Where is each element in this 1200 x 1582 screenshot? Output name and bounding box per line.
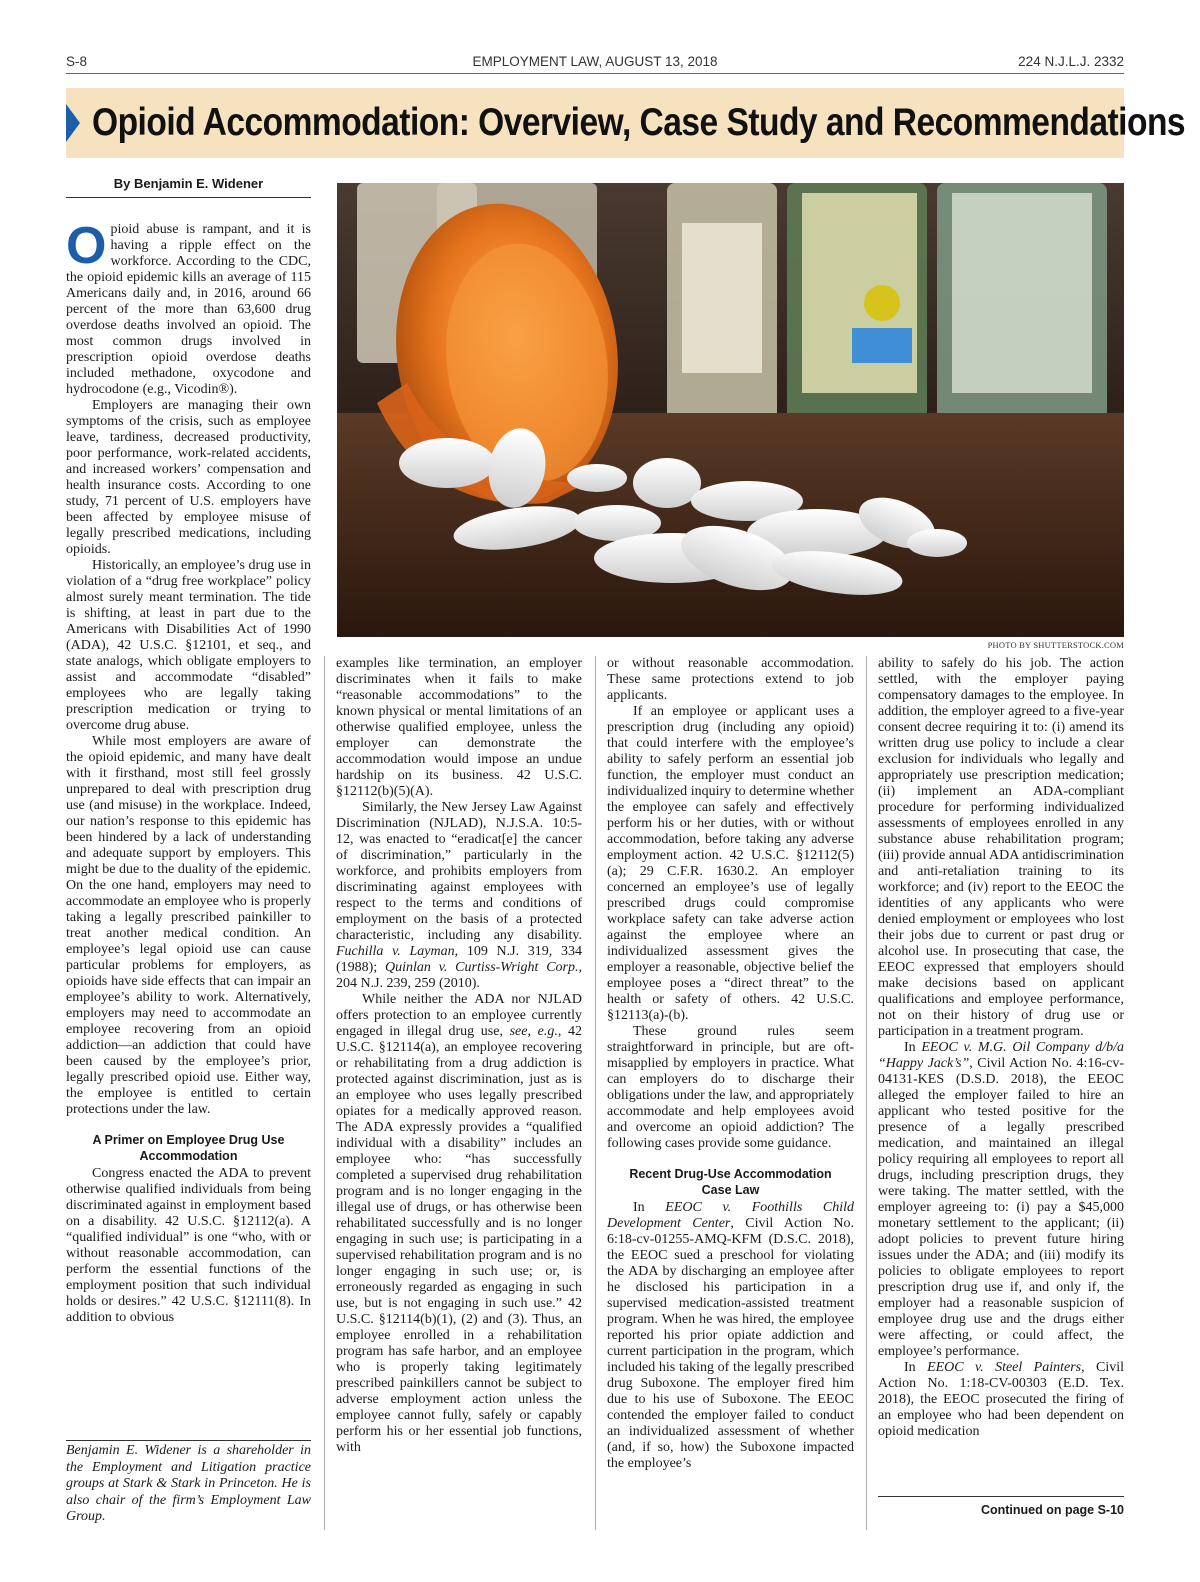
column-2 xyxy=(336,656,582,1456)
photo-illustration xyxy=(337,183,1124,637)
citation: 224 N.J.L.J. 2332 xyxy=(1018,54,1124,69)
paragraph: If an employee or applicant uses a prescription drug (including any opioid) that could interfere with the employee’s ability to safely perform an essential job function, the employer must conduct an individualized inquiry to determine whether the employee can safely and effectively perform his or her duties, with or without accommodation, before taking any adverse employment action. 42 U.S.C. §12112(5)(a); 29 C.F.R. 1630.2. An employer concerned an employee’s use of legally prescribed drugs could compromise workplace safety can take adverse action against the employee where an individualized assessment gives the employer a reasonable, objective belief the employee poses a “direct threat” to the health or safety of others. 42 U.S.C. §12113(a)-(b). xyxy=(607,704,854,1023)
paragraph: Congress enacted the ADA to prevent otherwise qualified individuals from being discriminated against in employment based on a disability. 42 U.S.C. §12112(a). A “qualified individual” is one “who, with or without reasonable accommodation, can perform the essential functions of the employment position that such individual holds or desires.” 42 U.S.C. §12111(8). In addition to obvious xyxy=(66,1166,311,1325)
page-number: S-8 xyxy=(66,54,88,69)
section-heading: A Primer on Employee Drug Use Accommodation xyxy=(92,1133,285,1163)
paragraph: or without reasonable accommodation. These same protections extend to job applicants. xyxy=(607,656,854,703)
photo-credit: PHOTO BY SHUTTERSTOCK.COM xyxy=(987,640,1124,650)
paragraph: In EEOC v. Steel Painters, Civil Action No. 1:18-CV-00303 (E.D. Tex. 2018), the EEOC prosecuted the firing of an employee who had been dependent on opioid medication xyxy=(878,1360,1125,1439)
paragraph: While most employers are aware of the opioid epidemic, and many have dealt with it firsthand, most still feel grossly unprepared to deal with prescription drug use (and misuse) in the workplace. Indeed, our nation’s response to this epidemic has been hindered by a lack of understanding and adequate support by employers. This might be due to the duality of the epidemic. On the one hand, employers may need to accommodate an employee who is properly taking a legally prescribed painkiller to treat another medical condition. An employee’s legal opioid use can cause particular problems for employers, as opioids have side effects that can impair an employee’s ability to work. Alternatively, employers may need to accommodate an employee recovering from an opioid addiction—an addiction that could have been caused by the employee’s prior, legally prescribed opioid use. Either way, the employee is entitled to certain protections under the law. xyxy=(66,734,311,1117)
publication-date: EMPLOYMENT LAW, AUGUST 13, 2018 xyxy=(472,54,718,69)
paragraph: Historically, an employee’s drug use in violation of a “drug free workplace” policy almost surely meant termination. The tide is shifting, at least in part due to the Americans with Disabilities Act of 1990 (ADA), 42 U.S.C. §12101, et seq., and state analogs, which obligate employers to assist and accommodate “disabled” employees who are legally taking prescription medication or trying to overcome drug abuse. xyxy=(66,558,311,733)
paragraph: While neither the ADA nor NJLAD offers protection to an employee currently engaged in illegal drug use, see, e.g., 42 U.S.C. §12114(a), an employee recovering or rehabilitating from a drug addiction is protected against discrimination, just as is an employee who uses legally prescribed opiates for a medically approved reason. The ADA expressly provides a “qualified individual with a disability” includes an employee who: “has successfully completed a supervised drug rehabilitation program and is no longer engaging in the illegal use of drugs, or has otherwise been rehabilitated successfully and is no longer engaging in such use; is participating in a supervised rehabilitation program and is no longer engaging in such use; or, is erroneously regarded as engaging in such use, but is not engaging in such use.” 42 U.S.C. §12114(b)(1), (2) and (3). Thus, an employee enrolled in a rehabilitation program has safe harbor, and an employee who is properly taking legitimately prescribed painkillers cannot be subject to adverse employment action unless the employee cannot fully, safely or capably perform his or her essential job functions, with xyxy=(336,992,583,1455)
running-header xyxy=(66,52,1124,74)
column-3 xyxy=(607,656,854,1472)
column-divider xyxy=(595,656,596,1530)
continued-link[interactable]: Continued on page S-10 xyxy=(878,1496,1124,1517)
section-heading: Recent Drug-Use Accommodation Case Law xyxy=(629,1167,832,1197)
triangle-marker-icon xyxy=(66,104,80,142)
column-divider xyxy=(866,656,867,1530)
paragraph: These ground rules seem straightforward in principle, but are oft-misapplied by employers in practice. What can employers do to discharge their obligations under the law, and appropriately accommodate and help employees avoid and overcome an opioid addiction? The following cases provide some guidance. xyxy=(607,1024,854,1151)
paragraph: In EEOC v. M.G. Oil Company d/b/a “Happy Jack’s”, Civil Action No. 4:16-cv-04131-KES (D.S.D. 2018), the EEOC alleged the employer failed to hire an applicant who tested positive for the presence of a legally prescribed medication, and maintained an illegal policy requiring all employees to report all drugs, including prescription drugs, they were taking. The matter settled, with the employer agreeing to: (i) pay a $45,000 monetary settlement to the applicant; (ii) adopt policies to prevent future hiring issues under the ADA; and (iii) modify its policies to obligate employees to report prescription drug use if, and only if, the employer had a reasonable suspicion of employee drug use and the drugs either were affecting, or could affect, the employee’s performance. xyxy=(878,1040,1124,1359)
drop-cap: O xyxy=(66,217,107,275)
paragraph: ability to safely do his job. The action settled, with the employer paying compensatory damages to the employee. In addition, the employer agreed to a five-year consent decree requiring it to: (i) amend its written drug use policy to include a clear exclusion for individuals who legally and appropriately use prescription medication; (ii) implement an ADA-compliant procedure for performing individualized assessments of employees enrolled in any substance abuse rehabilitation program; (iii) provide annual ADA antidiscrimination and anti-retaliation training to its workforce; and (iv) report to the EEOC the identities of any applicants who were denied employment or employees who lost their jobs due to current or past drug or alcohol use. In prosecuting that case, the EEOC expressed that employers should make decisions based on applicant qualifications and employee performance, not on their history of drug use or participation in a treatment program. xyxy=(878,656,1124,1039)
column-divider xyxy=(324,656,325,1530)
paragraph: Employers are managing their own symptoms of the crisis, such as employee leave, tardiness, decreased productivity, poor performance, work-related accidents, and increased workers’ compensation and health insurance costs. According to one study, 71 percent of U.S. employers have been affected by employee misuse of legally prescribed medications, including opioids. xyxy=(66,398,311,557)
byline: By Benjamin E. Widener xyxy=(66,176,311,198)
case-citation: Fuchilla v. Layman xyxy=(336,944,455,959)
paragraph: Opioid abuse is rampant, and it is having a ripple effect on the workforce. According to the CDC, the opioid epidemic kills an average of 115 Americans daily and, in 2016, around 66 percent of the more than 63,600 drug overdose deaths involved an opioid. The most common drugs involved in prescription opioid overdose deaths included methadone, oxycodone and hydrocodone (e.g., Vicodin®). xyxy=(66,217,311,397)
column-4 xyxy=(878,656,1124,1440)
title-band xyxy=(66,88,1186,158)
case-citation: Quinlan v. Curtiss-Wright Corp. xyxy=(385,960,579,975)
column-1 xyxy=(66,217,311,1326)
pill-bottle-photo xyxy=(337,183,1124,637)
paragraph: Similarly, the New Jersey Law Against Discrimination (NJLAD), N.J.S.A. 10:5-12, was enacted to “eradicat[e] the cancer of discrimination,” particularly in the workforce, and prohibits employers from discriminating against employees with respect to the terms and conditions of employment on the basis of a protected characteristic, including any disability. Fuchilla v. Layman, 109 N.J. 319, 334 (1988); Quinlan v. Curtiss-Wright Corp., 204 N.J. 239, 259 (2010). xyxy=(336,800,582,991)
paragraph: examples like termination, an employer discriminates when it fails to make “reasonable accommodations” to the known physical or mental limitations of an otherwise qualified employee, unless the employer can demonstrate the accommodation would impose an undue hardship on its business. 42 U.S.C. §12112(b)(5)(A). xyxy=(336,656,582,799)
case-citation: EEOC v. Steel Painters xyxy=(927,1360,1082,1375)
case-citation: EEOC v. Foothills Child Development Center xyxy=(607,1200,854,1231)
signal-phrase: see, e.g. xyxy=(509,1024,558,1039)
case-citation: EEOC v. M.G. Oil Company d/b/a “Happy Jack’s” xyxy=(878,1040,1124,1071)
author-bio: Benjamin E. Widener is a shareholder in the Employment and Litigation practice groups at Stark & Stark in Princeton. He is also chair of the firm’s Employment Law Group. xyxy=(66,1440,311,1526)
article-title: Opioid Accommodation: Overview, Case Study and Recommendations xyxy=(92,101,1186,144)
paragraph: In EEOC v. Foothills Child Development Center, Civil Action No. 6:18-cv-01255-AMQ-KFM (D.S.C. 2018), the EEOC sued a preschool for violating the ADA by discharging an employee after he disclosed his participation in a supervised medication-assisted treatment program. When he was hired, the employee reported his prior opiate addiction and current participation in the program, which included his taking of the legally prescribed drug Suboxone. The employer fired him due to his use of Suboxone. The EEOC contended the employer failed to conduct an individualized assessment of whether (and, if so, how) the Suboxone impacted the employee’s xyxy=(607,1200,854,1471)
